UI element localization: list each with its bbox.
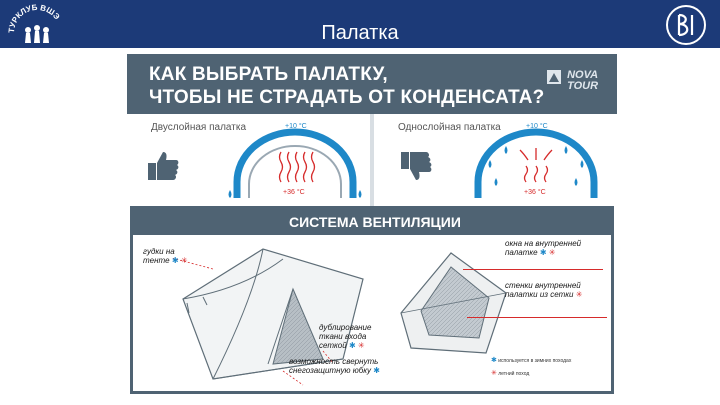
condensation-infographic (127, 54, 617, 394)
mesh-walls-leader (467, 317, 607, 318)
ventilation-panel (130, 206, 614, 394)
legend-summer (491, 369, 529, 377)
single-layer-diagram (466, 120, 606, 206)
snowflake-icon: ✱ (491, 357, 497, 364)
thumbs-up-icon (145, 148, 181, 184)
single-temp-inside: +36 °C (524, 189, 546, 196)
mesh-door-annotation (319, 323, 395, 350)
headline-line-2: ЧТОБЫ НЕ СТРАДАТЬ ОТ КОНДЕНСАТА? (149, 87, 545, 108)
novatour-brand (547, 70, 598, 92)
double-layer-diagram (225, 120, 365, 206)
snow-skirt-annotation-text: возможность свернуть снегозащитную юбку (289, 357, 379, 375)
vents-annotation (143, 247, 203, 265)
snowflake-icon: ✱ (539, 248, 547, 257)
sun-icon: ✳ (180, 256, 188, 265)
double-temp-outside: +10 °C (285, 123, 307, 130)
tent-inner-illustration (391, 243, 511, 363)
snow-skirt-annotation (289, 357, 389, 375)
single-layer-panel (374, 114, 617, 206)
inner-windows-leader (463, 269, 603, 270)
snowflake-icon: ✱ (171, 256, 179, 265)
hse-logo (664, 3, 708, 47)
sun-icon: ✳ (491, 370, 497, 377)
sun-icon: ✳ (575, 290, 583, 299)
brand-line-1: NOVA (567, 69, 599, 81)
ventilation-header (133, 209, 611, 235)
vents-annotation-text: гудки на тенте (143, 247, 175, 265)
legend-winter-text: используется в зимних походах (498, 358, 572, 364)
snowflake-icon: ✱ (373, 366, 380, 375)
infographic-header (127, 54, 617, 114)
thumbs-down-icon (398, 148, 434, 184)
sun-icon: ✳ (357, 341, 365, 350)
novatour-icon (547, 70, 561, 84)
mesh-walls-annotation (505, 281, 585, 299)
single-layer-label: Однослойная палатка (398, 122, 501, 133)
double-layer-panel (127, 114, 370, 206)
double-layer-label: Двуслойная палатка (151, 122, 247, 133)
double-temp-inside: +36 °C (283, 189, 305, 196)
sun-icon: ✳ (548, 248, 556, 257)
logo-left-text: ТУРКЛУБ ВШЭ (6, 3, 62, 34)
inner-windows-annotation (505, 239, 585, 257)
legend-summer-text: летний поход (498, 371, 530, 377)
slide-title: Палатка (321, 22, 399, 44)
mesh-door-annotation-text: дублирование ткани входа сеткой (319, 323, 372, 350)
headline-line-1: КАК ВЫБРАТЬ ПАЛАТКУ, (149, 64, 388, 85)
ventilation-title: СИСТЕМА ВЕНТИЛЯЦИИ (289, 214, 461, 230)
inner-windows-annotation-text: окна на внутренней палатке (505, 239, 582, 257)
legend-winter (491, 356, 571, 364)
mesh-walls-annotation-text: стенки внутренней палатки из сетки (505, 281, 581, 299)
single-temp-outside: +10 °C (526, 123, 548, 130)
brand-line-2: TOUR (567, 80, 599, 92)
snowflake-icon: ✱ (348, 341, 356, 350)
